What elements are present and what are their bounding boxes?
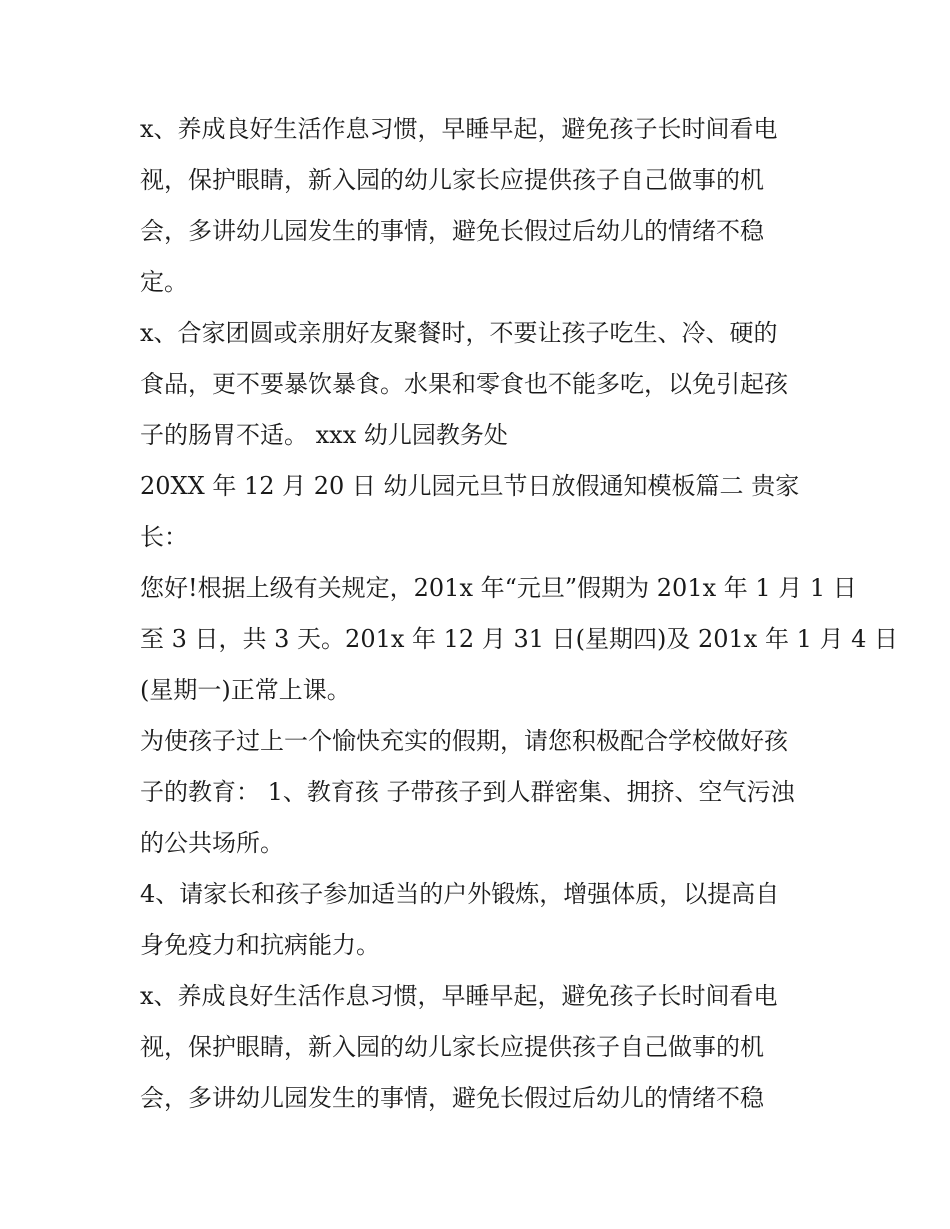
text-line: 视，保护眼睛，新入园的幼儿家长应提供孩子自己做事的机 <box>140 166 764 194</box>
document-body <box>140 104 899 1124</box>
text-line: x、合家团圆或亲朋好友聚餐时，不要让孩子吃生、冷、硬的 <box>140 319 778 347</box>
text-line: 4、请家长和孩子参加适当的户外锻炼，增强体质，以提高自 <box>140 880 780 908</box>
text-line: 20XX 年 12 月 20 日 幼儿园元旦节日放假通知模板篇二 贵家 <box>140 472 800 500</box>
text-line: 食品，更不要暴饮暴食。水果和零食也不能多吃，以免引起孩 <box>140 370 788 398</box>
text-line: (星期一)正常上课。 <box>140 676 351 704</box>
text-line: 视，保护眼睛，新入园的幼儿家长应提供孩子自己做事的机 <box>140 1033 764 1061</box>
text-line: 定。 <box>140 268 188 296</box>
text-line: 身免疫力和抗病能力。 <box>140 931 380 959</box>
text-line: 的公共场所。 <box>140 829 284 857</box>
text-line: 至 3 日，共 3 天。201x 年 12 月 31 日(星期四)及 201x 年 1 月 4 日 <box>140 625 899 653</box>
text-line: 为使孩子过上一个愉快充实的假期，请您积极配合学校做好孩 <box>140 727 788 755</box>
text-line: 子的肠胃不适。 xxx 幼儿园教务处 <box>140 421 508 449</box>
text-line: x、养成良好生活作息习惯，早睡早起，避免孩子长时间看电 <box>140 982 778 1010</box>
text-line: x、养成良好生活作息习惯，早睡早起，避免孩子长时间看电 <box>140 115 778 143</box>
text-line: 子的教育： 1、教育孩 子带孩子到人群密集、拥挤、空气污浊 <box>140 778 795 806</box>
text-line: 您好!根据上级有关规定，201x 年“元旦”假期为 201x 年 1 月 1 日 <box>140 574 857 602</box>
text-line: 会，多讲幼儿园发生的事情，避免长假过后幼儿的情绪不稳 <box>140 1084 764 1112</box>
text-line: 长： <box>140 523 188 551</box>
text-line: 会，多讲幼儿园发生的事情，避免长假过后幼儿的情绪不稳 <box>140 217 764 245</box>
